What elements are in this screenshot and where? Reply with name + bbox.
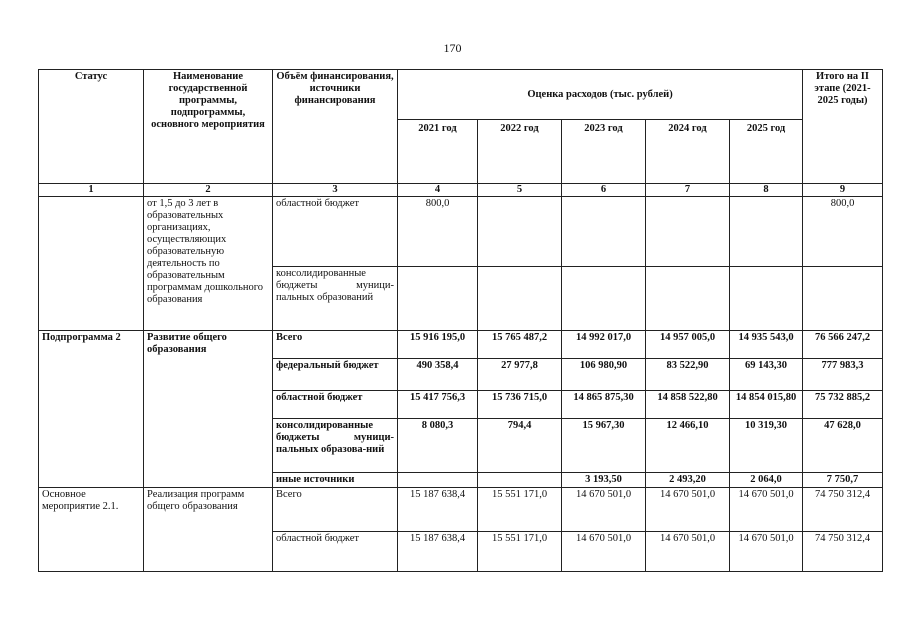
header-cost: Оценка расходов (тыс. рублей) bbox=[398, 70, 803, 120]
index-cell: 6 bbox=[562, 184, 646, 197]
index-cell: 7 bbox=[646, 184, 730, 197]
source-cell: областной бюджет bbox=[273, 532, 398, 572]
value-cell: 69 143,30 bbox=[730, 359, 803, 391]
status-cell: Основное мероприятие 2.1. bbox=[39, 488, 144, 572]
total-cell: 74 750 312,4 bbox=[803, 488, 883, 532]
source-cell: Всего bbox=[273, 488, 398, 532]
page-number: 170 bbox=[443, 41, 462, 55]
header-volume: Объём финансирования, источники финансирования bbox=[273, 70, 398, 184]
total-cell: 74 750 312,4 bbox=[803, 532, 883, 572]
value-cell bbox=[562, 267, 646, 331]
value-cell bbox=[646, 197, 730, 267]
value-cell bbox=[478, 267, 562, 331]
value-cell: 14 670 501,0 bbox=[562, 532, 646, 572]
value-cell bbox=[646, 267, 730, 331]
value-cell: 15 417 756,3 bbox=[398, 391, 478, 419]
value-cell bbox=[478, 473, 562, 488]
index-cell: 1 bbox=[39, 184, 144, 197]
value-cell bbox=[478, 197, 562, 267]
value-cell: 14 858 522,80 bbox=[646, 391, 730, 419]
index-row bbox=[39, 184, 883, 197]
source-cell: областной бюджет bbox=[273, 197, 398, 267]
value-cell bbox=[562, 197, 646, 267]
value-cell: 14 670 501,0 bbox=[730, 488, 803, 532]
header-year: 2021 год bbox=[398, 120, 478, 184]
status-cell: Подпрограмма 2 bbox=[39, 331, 144, 488]
value-cell: 14 935 543,0 bbox=[730, 331, 803, 359]
index-cell: 4 bbox=[398, 184, 478, 197]
value-cell: 14 670 501,0 bbox=[730, 532, 803, 572]
header-year: 2025 год bbox=[730, 120, 803, 184]
index-cell: 2 bbox=[144, 184, 273, 197]
value-cell: 27 977,8 bbox=[478, 359, 562, 391]
value-cell: 15 916 195,0 bbox=[398, 331, 478, 359]
value-cell: 15 765 487,2 bbox=[478, 331, 562, 359]
value-cell: 10 319,30 bbox=[730, 419, 803, 473]
status-cell bbox=[39, 197, 144, 331]
value-cell: 15 187 638,4 bbox=[398, 488, 478, 532]
header-year: 2024 год bbox=[646, 120, 730, 184]
name-cell: Развитие общего образования bbox=[144, 331, 273, 488]
value-cell: 15 551 171,0 bbox=[478, 532, 562, 572]
value-cell: 15 967,30 bbox=[562, 419, 646, 473]
value-cell: 15 187 638,4 bbox=[398, 532, 478, 572]
source-cell: иные источники bbox=[273, 473, 398, 488]
source-cell: Всего bbox=[273, 331, 398, 359]
value-cell: 800,0 bbox=[398, 197, 478, 267]
header-total: Итого на II этапе (2021-2025 годы) bbox=[803, 70, 883, 184]
table-row bbox=[39, 331, 883, 359]
table-row bbox=[39, 197, 883, 267]
header-row bbox=[39, 70, 883, 120]
total-cell: 76 566 247,2 bbox=[803, 331, 883, 359]
value-cell: 106 980,90 bbox=[562, 359, 646, 391]
value-cell bbox=[398, 267, 478, 331]
value-cell: 14 670 501,0 bbox=[562, 488, 646, 532]
header-status: Статус bbox=[39, 70, 144, 184]
value-cell: 14 992 017,0 bbox=[562, 331, 646, 359]
value-cell: 794,4 bbox=[478, 419, 562, 473]
total-cell: 47 628,0 bbox=[803, 419, 883, 473]
value-cell bbox=[730, 197, 803, 267]
index-cell: 8 bbox=[730, 184, 803, 197]
value-cell: 2 064,0 bbox=[730, 473, 803, 488]
name-cell: Реализация программ общего образования bbox=[144, 488, 273, 572]
value-cell: 14 957 005,0 bbox=[646, 331, 730, 359]
source-cell: консолидированные бюджеты муници-пальных образований bbox=[273, 267, 398, 331]
value-cell: 83 522,90 bbox=[646, 359, 730, 391]
table-row bbox=[39, 488, 883, 532]
index-cell: 5 bbox=[478, 184, 562, 197]
header-name: Наименование государственной программы, подпрограммы, основного мероприятия bbox=[144, 70, 273, 184]
name-cell: от 1,5 до 3 лет в образовательных организациях, осуществляющих образовательную деятельность по образовательным программам дошкольного образования bbox=[144, 197, 273, 331]
value-cell: 14 865 875,30 bbox=[562, 391, 646, 419]
value-cell: 15 551 171,0 bbox=[478, 488, 562, 532]
value-cell: 8 080,3 bbox=[398, 419, 478, 473]
header-year: 2023 год bbox=[562, 120, 646, 184]
index-cell: 9 bbox=[803, 184, 883, 197]
total-cell: 777 983,3 bbox=[803, 359, 883, 391]
value-cell: 3 193,50 bbox=[562, 473, 646, 488]
header-year: 2022 год bbox=[478, 120, 562, 184]
index-cell: 3 bbox=[273, 184, 398, 197]
value-cell bbox=[730, 267, 803, 331]
value-cell: 14 670 501,0 bbox=[646, 488, 730, 532]
value-cell: 14 854 015,80 bbox=[730, 391, 803, 419]
value-cell: 15 736 715,0 bbox=[478, 391, 562, 419]
total-cell: 75 732 885,2 bbox=[803, 391, 883, 419]
source-cell: областной бюджет bbox=[273, 391, 398, 419]
value-cell: 490 358,4 bbox=[398, 359, 478, 391]
total-cell: 7 750,7 bbox=[803, 473, 883, 488]
source-cell: консолидированные бюджеты муници-пальных образова-ний bbox=[273, 419, 398, 473]
total-cell: 800,0 bbox=[803, 197, 883, 267]
source-cell: федеральный бюджет bbox=[273, 359, 398, 391]
total-cell bbox=[803, 267, 883, 331]
value-cell: 2 493,20 bbox=[646, 473, 730, 488]
value-cell: 12 466,10 bbox=[646, 419, 730, 473]
budget-table bbox=[38, 69, 883, 572]
value-cell bbox=[398, 473, 478, 488]
value-cell: 14 670 501,0 bbox=[646, 532, 730, 572]
